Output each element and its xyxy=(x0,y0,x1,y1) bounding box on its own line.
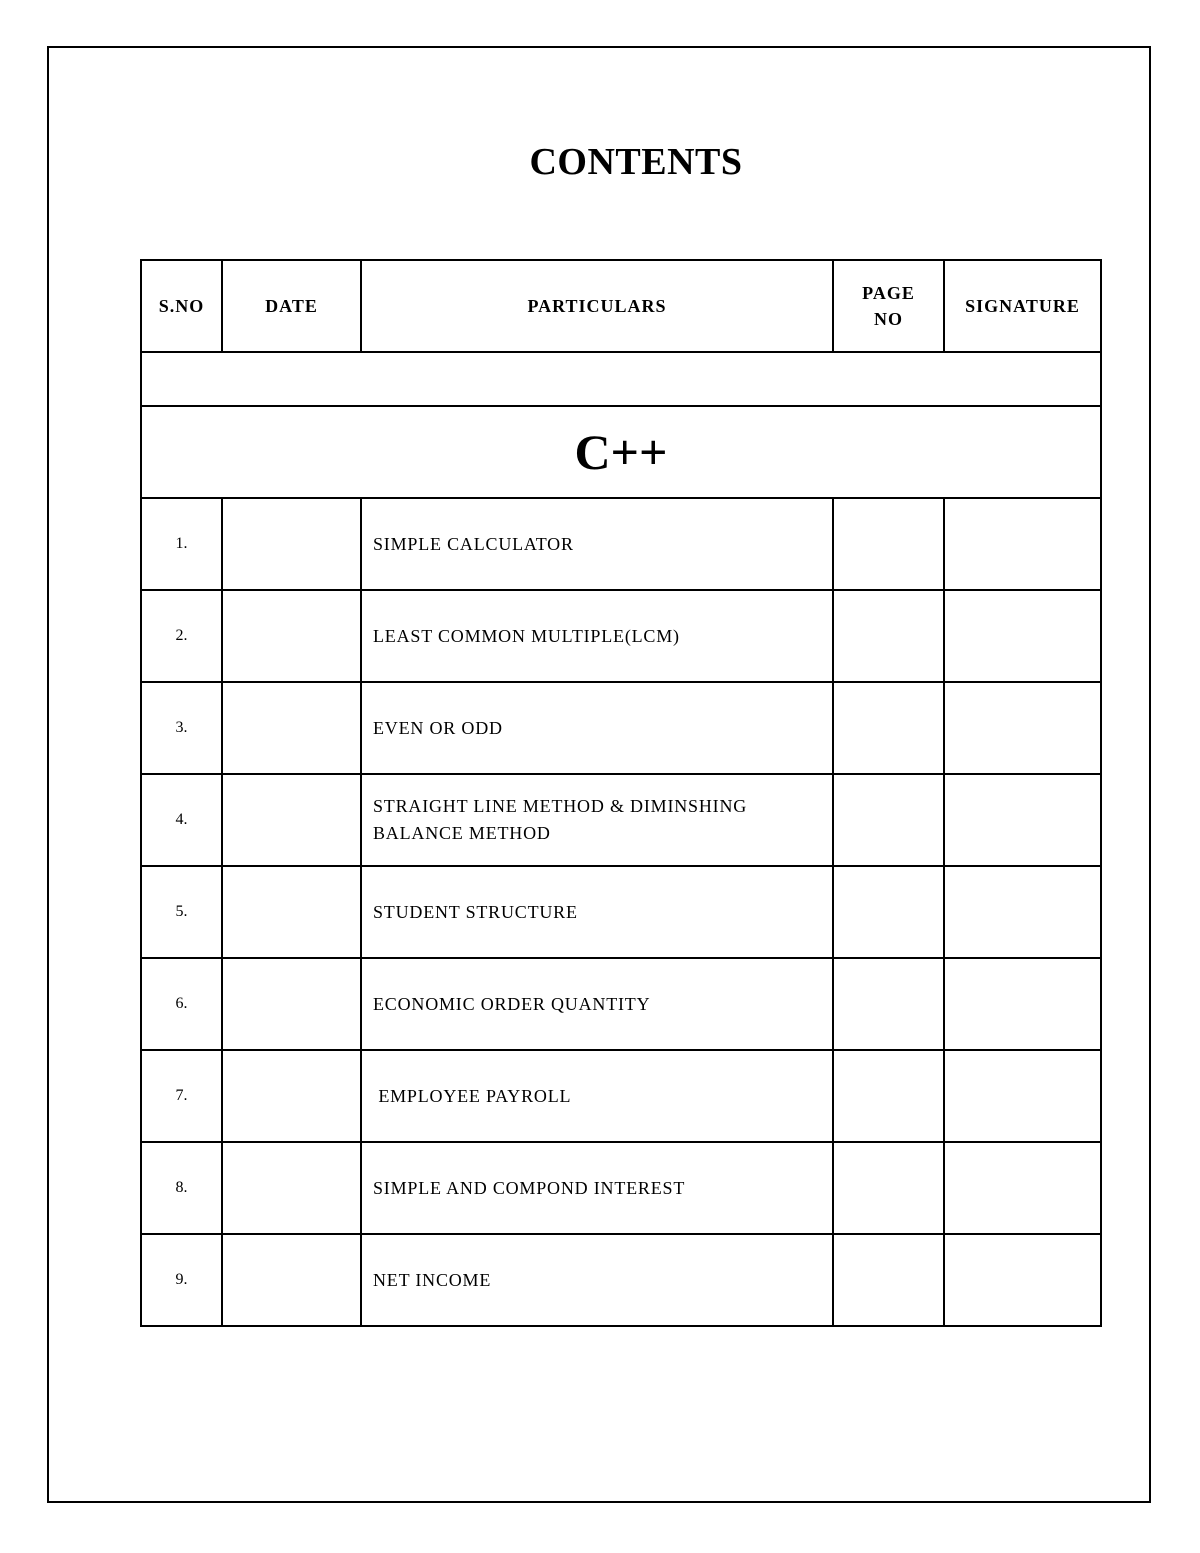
header-signature: SIGNATURE xyxy=(944,260,1101,352)
particulars-cell: EVEN OR ODD xyxy=(361,682,833,774)
particulars-cell: ECONOMIC ORDER QUANTITY xyxy=(361,958,833,1050)
sno-cell: 6. xyxy=(141,958,222,1050)
page-no-cell xyxy=(833,498,944,590)
signature-cell xyxy=(944,682,1101,774)
sno-cell: 4. xyxy=(141,774,222,866)
signature-cell xyxy=(944,774,1101,866)
table-row xyxy=(141,866,1101,958)
contents-table xyxy=(140,259,1102,1327)
table-row xyxy=(141,958,1101,1050)
header-sno: S.NO xyxy=(141,260,222,352)
date-cell xyxy=(222,774,361,866)
particulars-cell: SIMPLE CALCULATOR xyxy=(361,498,833,590)
date-cell xyxy=(222,1234,361,1326)
sno-cell: 3. xyxy=(141,682,222,774)
sno-cell: 9. xyxy=(141,1234,222,1326)
date-cell xyxy=(222,1142,361,1234)
signature-cell xyxy=(944,498,1101,590)
header-page-no: PAGE NO xyxy=(833,260,944,352)
sno-cell: 5. xyxy=(141,866,222,958)
sno-cell: 2. xyxy=(141,590,222,682)
particulars-cell: NET INCOME xyxy=(361,1234,833,1326)
particulars-cell: EMPLOYEE PAYROLL xyxy=(361,1050,833,1142)
particulars-cell: SIMPLE AND COMPOND INTEREST xyxy=(361,1142,833,1234)
page-no-cell xyxy=(833,958,944,1050)
section-heading: C++ xyxy=(141,406,1101,498)
page-no-cell xyxy=(833,590,944,682)
signature-cell xyxy=(944,1234,1101,1326)
table-row xyxy=(141,590,1101,682)
section-row xyxy=(141,406,1101,498)
sno-cell: 1. xyxy=(141,498,222,590)
sno-cell: 7. xyxy=(141,1050,222,1142)
date-cell xyxy=(222,498,361,590)
table-header-row xyxy=(141,260,1101,352)
date-cell xyxy=(222,682,361,774)
page-no-cell xyxy=(833,682,944,774)
date-cell xyxy=(222,866,361,958)
particulars-cell: STUDENT STRUCTURE xyxy=(361,866,833,958)
page-title: CONTENTS xyxy=(529,141,743,183)
signature-cell xyxy=(944,1142,1101,1234)
particulars-cell: STRAIGHT LINE METHOD & DIMINSHING BALANCE METHOD xyxy=(361,774,833,866)
table-row xyxy=(141,1234,1101,1326)
table-row xyxy=(141,1142,1101,1234)
date-cell xyxy=(222,1050,361,1142)
table-row xyxy=(141,774,1101,866)
header-particulars: PARTICULARS xyxy=(361,260,833,352)
page-no-cell xyxy=(833,1142,944,1234)
date-cell xyxy=(222,590,361,682)
table-row xyxy=(141,1050,1101,1142)
blank-row xyxy=(141,352,1101,406)
particulars-cell: LEAST COMMON MULTIPLE(LCM) xyxy=(361,590,833,682)
sno-cell: 8. xyxy=(141,1142,222,1234)
table-row xyxy=(141,498,1101,590)
signature-cell xyxy=(944,1050,1101,1142)
signature-cell xyxy=(944,958,1101,1050)
page-no-cell xyxy=(833,1234,944,1326)
date-cell xyxy=(222,958,361,1050)
page-no-cell xyxy=(833,866,944,958)
page-no-cell xyxy=(833,774,944,866)
header-date: DATE xyxy=(222,260,361,352)
signature-cell xyxy=(944,866,1101,958)
table-row xyxy=(141,682,1101,774)
page-no-cell xyxy=(833,1050,944,1142)
signature-cell xyxy=(944,590,1101,682)
blank-cell xyxy=(141,352,1101,406)
